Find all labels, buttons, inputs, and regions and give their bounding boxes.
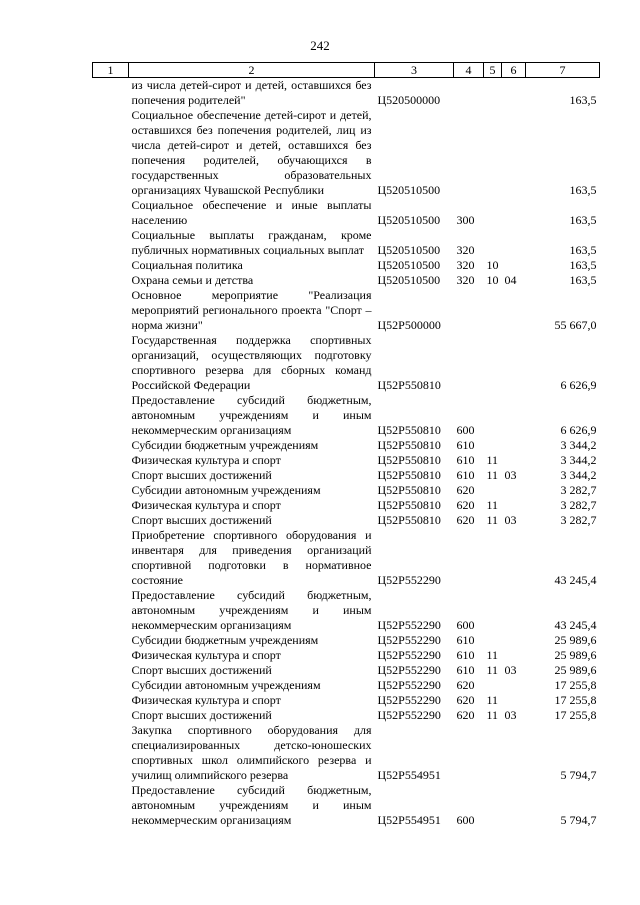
- row-amount: 163,5: [569, 273, 597, 287]
- row-name: Физическая культура и спорт: [131, 693, 281, 707]
- table-row: [93, 723, 600, 783]
- row-section: [484, 393, 502, 438]
- table-row: [93, 438, 600, 453]
- row-code: Ц520500000: [377, 93, 441, 107]
- row-section: 11: [486, 453, 499, 467]
- row-section: [484, 108, 502, 198]
- row-code: Ц52P552290: [377, 663, 441, 677]
- row-section: [484, 528, 502, 588]
- row-subsection: [502, 783, 526, 828]
- row-name: Приобретение спортивного оборудования и инвентаря для приведения организаций спортивной подготовки в нормативное состояние: [131, 528, 372, 587]
- row-code: Ц520510500: [377, 213, 441, 227]
- row-expense-type: 610: [456, 648, 475, 662]
- row-expense-type: 620: [456, 708, 475, 722]
- row-name: Субсидии бюджетным учреждениям: [131, 633, 319, 647]
- row-amount: 163,5: [569, 243, 597, 257]
- row-amount: 5 794,7: [560, 813, 597, 827]
- row-expense-type: 610: [456, 468, 475, 482]
- row-section: [484, 678, 502, 693]
- row-expense-type: 300: [456, 213, 475, 227]
- row-col-1: [93, 78, 129, 109]
- table-row: [93, 498, 600, 513]
- row-section: 11: [486, 498, 499, 512]
- row-code: Ц52P550810: [377, 468, 441, 482]
- row-section: [484, 783, 502, 828]
- row-subsection: 03: [504, 513, 517, 527]
- row-col-1: [93, 333, 129, 393]
- row-subsection: [502, 483, 526, 498]
- row-col-1: [93, 483, 129, 498]
- row-code: Ц52P550810: [377, 498, 441, 512]
- row-amount: 17 255,8: [554, 678, 597, 692]
- row-col-1: [93, 468, 129, 483]
- row-section: [484, 723, 502, 783]
- header-col-3: 3: [375, 63, 454, 78]
- table-row: [93, 198, 600, 228]
- row-code: Ц52P552290: [377, 573, 441, 587]
- row-col-1: [93, 678, 129, 693]
- row-code: Ц52P552290: [377, 708, 441, 722]
- row-name: Субсидии автономным учреждениям: [131, 483, 321, 497]
- row-expense-type: [454, 528, 484, 588]
- row-subsection: [502, 633, 526, 648]
- row-expense-type: 620: [456, 498, 475, 512]
- row-name: Спорт высших достижений: [131, 708, 272, 722]
- row-code: Ц52P554951: [377, 768, 441, 782]
- table-header-row: [93, 63, 600, 78]
- row-code: Ц52P552290: [377, 693, 441, 707]
- row-col-1: [93, 528, 129, 588]
- row-subsection: [502, 108, 526, 198]
- row-expense-type: 600: [456, 423, 475, 437]
- row-code: Ц520510500: [377, 243, 441, 257]
- row-expense-type: [454, 288, 484, 333]
- row-expense-type: 320: [456, 243, 475, 257]
- row-subsection: [502, 228, 526, 258]
- row-expense-type: 600: [456, 618, 475, 632]
- row-code: Ц52P550810: [377, 483, 441, 497]
- row-amount: 163,5: [569, 213, 597, 227]
- row-expense-type: 610: [456, 438, 475, 452]
- row-amount: 25 989,6: [554, 663, 597, 677]
- table-row: [93, 273, 600, 288]
- row-code: Ц52P550810: [377, 423, 441, 437]
- row-subsection: [502, 288, 526, 333]
- row-expense-type: [454, 333, 484, 393]
- row-code: Ц52P552290: [377, 633, 441, 647]
- row-col-1: [93, 723, 129, 783]
- row-subsection: [502, 453, 526, 468]
- row-expense-type: [454, 108, 484, 198]
- row-subsection: [502, 678, 526, 693]
- row-col-1: [93, 663, 129, 678]
- row-amount: 3 344,2: [560, 438, 597, 452]
- row-amount: 25 989,6: [554, 633, 597, 647]
- table-row: [93, 108, 600, 198]
- header-col-4: 4: [454, 63, 484, 78]
- page-number: 242: [310, 38, 330, 53]
- row-col-1: [93, 498, 129, 513]
- row-name: Спорт высших достижений: [131, 513, 272, 527]
- table-row: [93, 483, 600, 498]
- row-col-1: [93, 438, 129, 453]
- row-code: Ц52P554951: [377, 813, 441, 827]
- row-subsection: [502, 333, 526, 393]
- row-col-1: [93, 273, 129, 288]
- row-subsection: [502, 438, 526, 453]
- row-expense-type: [454, 78, 484, 109]
- row-name: Социальное обеспечение и иные выплаты населению: [131, 198, 372, 227]
- row-expense-type: 610: [456, 663, 475, 677]
- row-code: Ц52P552290: [377, 618, 441, 632]
- row-code: Ц52P550810: [377, 378, 441, 392]
- row-col-1: [93, 198, 129, 228]
- table-row: [93, 78, 600, 109]
- table-row: [93, 783, 600, 828]
- row-subsection: [502, 393, 526, 438]
- row-expense-type: 620: [456, 483, 475, 497]
- row-subsection: [502, 498, 526, 513]
- row-amount: 43 245,4: [554, 573, 597, 587]
- header-col-2: 2: [129, 63, 375, 78]
- row-expense-type: 620: [456, 693, 475, 707]
- row-amount: 163,5: [569, 183, 597, 197]
- header-col-6: 6: [502, 63, 526, 78]
- table-row: [93, 663, 600, 678]
- row-subsection: [502, 198, 526, 228]
- row-expense-type: [454, 723, 484, 783]
- row-name: Физическая культура и спорт: [131, 648, 281, 662]
- row-name: Физическая культура и спорт: [131, 453, 281, 467]
- table-body: [93, 78, 600, 829]
- row-amount: 163,5: [569, 93, 597, 107]
- row-amount: 3 344,2: [560, 468, 597, 482]
- row-name: Предоставление субсидий бюджетным, автономным учреждениям и иным некоммерческим организациям: [131, 783, 372, 827]
- row-subsection: [502, 78, 526, 109]
- row-name: Предоставление субсидий бюджетным, автономным учреждениям и иным некоммерческим организациям: [131, 588, 372, 632]
- row-section: [484, 588, 502, 633]
- row-expense-type: 620: [456, 513, 475, 527]
- row-subsection: 03: [504, 708, 517, 722]
- header-col-7: 7: [526, 63, 600, 78]
- table-row: [93, 633, 600, 648]
- row-amount: 17 255,8: [554, 693, 597, 707]
- table-row: [93, 468, 600, 483]
- row-col-1: [93, 693, 129, 708]
- row-subsection: [502, 723, 526, 783]
- row-col-1: [93, 108, 129, 198]
- row-amount: 3 344,2: [560, 453, 597, 467]
- row-col-1: [93, 453, 129, 468]
- row-expense-type: 320: [456, 273, 475, 287]
- table-row: [93, 288, 600, 333]
- row-expense-type: 600: [456, 813, 475, 827]
- row-amount: 3 282,7: [560, 513, 597, 527]
- row-amount: 43 245,4: [554, 618, 597, 632]
- header-col-5: 5: [484, 63, 502, 78]
- row-name: Государственная поддержка спортивных организаций, осуществляющих подготовку спортивного резерва для сборных команд Российской Федерации: [131, 333, 372, 392]
- table-row: [93, 513, 600, 528]
- row-expense-type: 320: [456, 258, 475, 272]
- row-code: Ц52P500000: [377, 318, 441, 332]
- row-section: [484, 198, 502, 228]
- row-name: Социальная политика: [131, 258, 243, 272]
- row-col-1: [93, 708, 129, 723]
- row-name: Основное мероприятие "Реализация мероприятий регионального проекта "Спорт – норма жизни": [131, 288, 372, 332]
- row-name: Предоставление субсидий бюджетным, автономным учреждениям и иным некоммерческим организациям: [131, 393, 372, 437]
- row-code: Ц52P550810: [377, 453, 441, 467]
- row-amount: 3 282,7: [560, 498, 597, 512]
- row-expense-type: 620: [456, 678, 475, 692]
- row-code: Ц52P552290: [377, 648, 441, 662]
- row-code: Ц520510500: [377, 273, 441, 287]
- row-name: Спорт высших достижений: [131, 468, 272, 482]
- row-amount: 5 794,7: [560, 768, 597, 782]
- table-row: [93, 258, 600, 273]
- row-col-1: [93, 588, 129, 633]
- row-subsection: [502, 693, 526, 708]
- row-amount: 55 667,0: [554, 318, 597, 332]
- row-section: [484, 288, 502, 333]
- row-subsection: [502, 648, 526, 663]
- table-row: [93, 453, 600, 468]
- row-name: Социальные выплаты гражданам, кроме публичных нормативных социальных выплат: [131, 228, 372, 257]
- table-row: [93, 693, 600, 708]
- row-name: Охрана семьи и детства: [131, 273, 254, 287]
- row-code: Ц520510500: [377, 183, 441, 197]
- row-name: Спорт высших достижений: [131, 663, 272, 677]
- row-section: 11: [486, 663, 499, 677]
- row-section: [484, 78, 502, 109]
- row-section: [484, 483, 502, 498]
- row-section: 11: [486, 693, 499, 707]
- row-section: 11: [486, 468, 499, 482]
- row-section: 11: [486, 708, 499, 722]
- row-code: Ц52P550810: [377, 513, 441, 527]
- row-name: Физическая культура и спорт: [131, 498, 281, 512]
- row-section: 10: [486, 258, 499, 272]
- row-expense-type: 610: [456, 633, 475, 647]
- row-section: 11: [486, 648, 499, 662]
- row-amount: 163,5: [569, 258, 597, 272]
- table-row: [93, 648, 600, 663]
- row-col-1: [93, 633, 129, 648]
- row-subsection: 03: [504, 468, 517, 482]
- row-col-1: [93, 783, 129, 828]
- row-amount: 25 989,6: [554, 648, 597, 662]
- row-section: [484, 228, 502, 258]
- row-section: [484, 438, 502, 453]
- row-subsection: 04: [504, 273, 517, 287]
- row-col-1: [93, 228, 129, 258]
- row-col-1: [93, 393, 129, 438]
- row-section: [484, 333, 502, 393]
- row-col-1: [93, 258, 129, 273]
- table-row: [93, 228, 600, 258]
- row-expense-type: 610: [456, 453, 475, 467]
- row-amount: 6 626,9: [560, 378, 597, 392]
- row-name: из числа детей-сирот и детей, оставшихся без попечения родителей": [131, 78, 372, 107]
- header-col-1: 1: [93, 63, 129, 78]
- table-row: [93, 333, 600, 393]
- row-name: Субсидии бюджетным учреждениям: [131, 438, 319, 452]
- row-subsection: [502, 588, 526, 633]
- row-amount: 3 282,7: [560, 483, 597, 497]
- budget-table: [92, 62, 600, 828]
- row-name: Закупка спортивного оборудования для специализированных детско-юношеских спортивных школ олимпийского резерва и училищ олимпийского резерва: [131, 723, 372, 782]
- row-col-1: [93, 648, 129, 663]
- row-name: Социальное обеспечение детей-сирот и детей, оставшихся без попечения родителей, лиц из числа детей-сирот и детей, оставшихся без попечения родителей, обучающихся в государственных образовательных организациях Чувашской Республики: [131, 108, 372, 197]
- row-amount: 6 626,9: [560, 423, 597, 437]
- row-col-1: [93, 288, 129, 333]
- table-row: [93, 588, 600, 633]
- row-subsection: 03: [504, 663, 517, 677]
- table-row: [93, 678, 600, 693]
- table-row: [93, 528, 600, 588]
- row-amount: 17 255,8: [554, 708, 597, 722]
- table-row: [93, 393, 600, 438]
- row-section: 10: [486, 273, 499, 287]
- row-code: Ц520510500: [377, 258, 441, 272]
- row-code: Ц52P550810: [377, 438, 441, 452]
- row-code: Ц52P552290: [377, 678, 441, 692]
- row-col-1: [93, 513, 129, 528]
- table-row: [93, 708, 600, 723]
- row-section: [484, 633, 502, 648]
- row-section: 11: [486, 513, 499, 527]
- row-subsection: [502, 258, 526, 273]
- row-name: Субсидии автономным учреждениям: [131, 678, 321, 692]
- row-subsection: [502, 528, 526, 588]
